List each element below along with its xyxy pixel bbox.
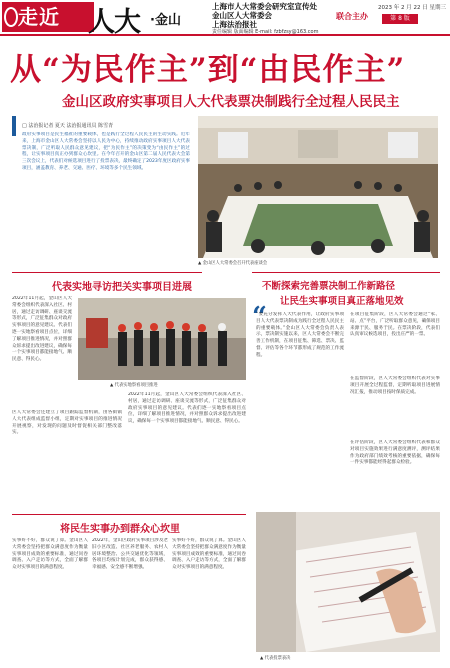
section-3-paragraph-4: 在评估阶段，区人大常委会组织代表和群众对项目实施效果进行满意度测评，测评结果作为政府部门绩效考核的重要依据，确保每一件实事都能经得起群众检验。 bbox=[350, 440, 440, 466]
section-1-paragraph-2: 区人大常委会还建立了项目跟踪监督机制，由各街镇人大代表组成监督小组，定期对实事项目的推进情况开展视察，对发现的问题及时督促相关部门整改落实。 bbox=[12, 410, 122, 436]
section-2-title: 将民生实事办到群众心坎里 bbox=[60, 524, 180, 535]
organizer-list bbox=[212, 2, 317, 29]
section-3-paragraph-3: 在监督阶段，区人大常委会组织代表对实事项目开展全过程监督，定期听取项目进展情况汇报，推动项目按时保质完成。 bbox=[350, 376, 440, 395]
logo-jinshan: ·金山 bbox=[150, 13, 181, 28]
section-2-paragraph-1: 实事好不好，群众说了算。金山区人大常委会坚持把群众满意度作为衡量实事项目成效的重要标准，通过问卷调查、入户走访等方式，全面了解群众对实事项目的满意程度。 bbox=[12, 538, 88, 571]
logo-renda: 人大 bbox=[88, 7, 140, 38]
headline: 从“为民作主”到“由民作主” bbox=[10, 52, 406, 88]
meeting-photo bbox=[198, 116, 438, 258]
subheadline: 金山区政府实事项目人大代表票决制践行全过程人民民主 bbox=[62, 94, 400, 110]
meeting-photo-caption: ▲ 金山区人大常委会召开代表座谈会 bbox=[198, 261, 268, 266]
section-3-title-line-1: 不断探索完善票决制工作新路径 bbox=[262, 281, 396, 292]
section-1-title: 代表实地寻访把关实事项目进展 bbox=[52, 282, 192, 293]
site-visit-drawing bbox=[78, 298, 246, 380]
logo-zoujin bbox=[2, 2, 94, 32]
section-2-paragraph-2: 2022年，金山区政府实事项目涉及老旧小区改造、社区养老服务、农村人居环境整治、公共交通优化等领域，各项目均按计划完成，群众获得感、幸福感、安全感不断增强。 bbox=[92, 538, 168, 571]
issue-date: 2023 年 2 月 22 日 星期三 bbox=[378, 5, 446, 11]
section-3-rule bbox=[252, 272, 440, 273]
section-1-rule bbox=[12, 272, 202, 273]
site-visit-caption: ▲ 代表实地察看项目推进 bbox=[110, 383, 158, 388]
voting-photo-caption: ▲ 代表投票表决 bbox=[260, 656, 291, 661]
voting-photo bbox=[256, 512, 440, 652]
section-3-paragraph-2: 在项目征集阶段，区人大常委会通过“家、站、点”平台，广泛听取群众意见，确保项目来源于民、服务于民。在票决阶段，代表们认真审议候选项目，投出庄严的一票。 bbox=[350, 312, 440, 338]
site-visit-photo bbox=[78, 298, 246, 380]
voting-photo-drawing bbox=[256, 512, 440, 652]
logo-red-text: 走近 bbox=[18, 5, 60, 29]
ring-icon bbox=[4, 7, 18, 27]
editor-info: 责任编辑 版面编辑 E-mail: fzbfzsy@163.com bbox=[212, 29, 319, 35]
organizer-1: 上海市人大常委会研究室宣传处 bbox=[212, 2, 317, 11]
union-label: 联合主办 bbox=[336, 12, 368, 21]
page-number: 第 8 版 bbox=[382, 14, 418, 24]
byline: □ 法治报记者 夏天 法治报通讯员 陈雪青 bbox=[22, 123, 114, 129]
lead-accent-bar bbox=[12, 116, 16, 136]
organizer-3: 上海法治报社 bbox=[212, 20, 257, 29]
section-3-paragraph-1: “要充分发挥人大代表作用，让政府实事项目人大代表票决制成为践行全过程人民民主的重要载体。”金山区人大常委会负责人表示，票决制实施以来，区人大常委会不断完善工作机制，在项目征集、筛选、票决、监督、评估等各个环节都形成了规范的工作流程。 bbox=[256, 312, 344, 358]
organizer-2: 金山区人大常委会 bbox=[212, 11, 272, 20]
section-2-rule bbox=[12, 514, 246, 515]
section-1-paragraph-3: 2022年11月起，金山区人大常委会组织代表深入社区、村居，通过走访调研、座谈交流等形式，广泛征集群众对政府实事项目的意见建议。代表们逐一实地察看项目点位，详细了解项目推进情况，并对照群众诉求提出改进建议，确保每一个实事项目都能接地气、顺民意、得民心。 bbox=[128, 392, 246, 425]
section-3-title-line-2: 让民生实事项目真正落地见效 bbox=[280, 296, 404, 307]
lead-paragraph: 政府实事项目是民生福祉的重要载体，也是践行全过程人民民主的生动实践。近年来，上海市金山区人大常委会坚持以人民为中心，持续推动政府实事项目人大代表票决制，广泛听取人民群众意见建议，把“为民作主”的决策变为“由民作主”的过程，让实事项目真正办到群众心坎里。在今年召开的金山区第二届人民代表大会第三次会议上，代表们对候选项目进行了投票表决，最终确定了2023年度区政府实事项目，涵盖教育、养老、交通、医疗、环境等多个民生领域。 bbox=[22, 132, 190, 171]
quote-mark-icon: “ bbox=[252, 302, 267, 332]
section-2-paragraph-3: 实事好不好，群众说了算。金山区人大常委会坚持把群众满意度作为衡量实事项目成效的重要标准，通过问卷调查、入户走访等方式，全面了解群众对实事项目的满意程度。 bbox=[172, 538, 246, 571]
section-1-paragraph-1: 2022年11月起，金山区人大常委会组织代表深入社区、村居，通过走访调研、座谈交流等形式，广泛征集群众对政府实事项目的意见建议。代表们逐一实地察看项目点位，详细了解项目推进情况，并对照群众诉求提出改进建议，确保每一个实事项目都能接地气、顺民意、得民心。 bbox=[12, 296, 72, 363]
meeting-photo-drawing bbox=[198, 116, 438, 258]
